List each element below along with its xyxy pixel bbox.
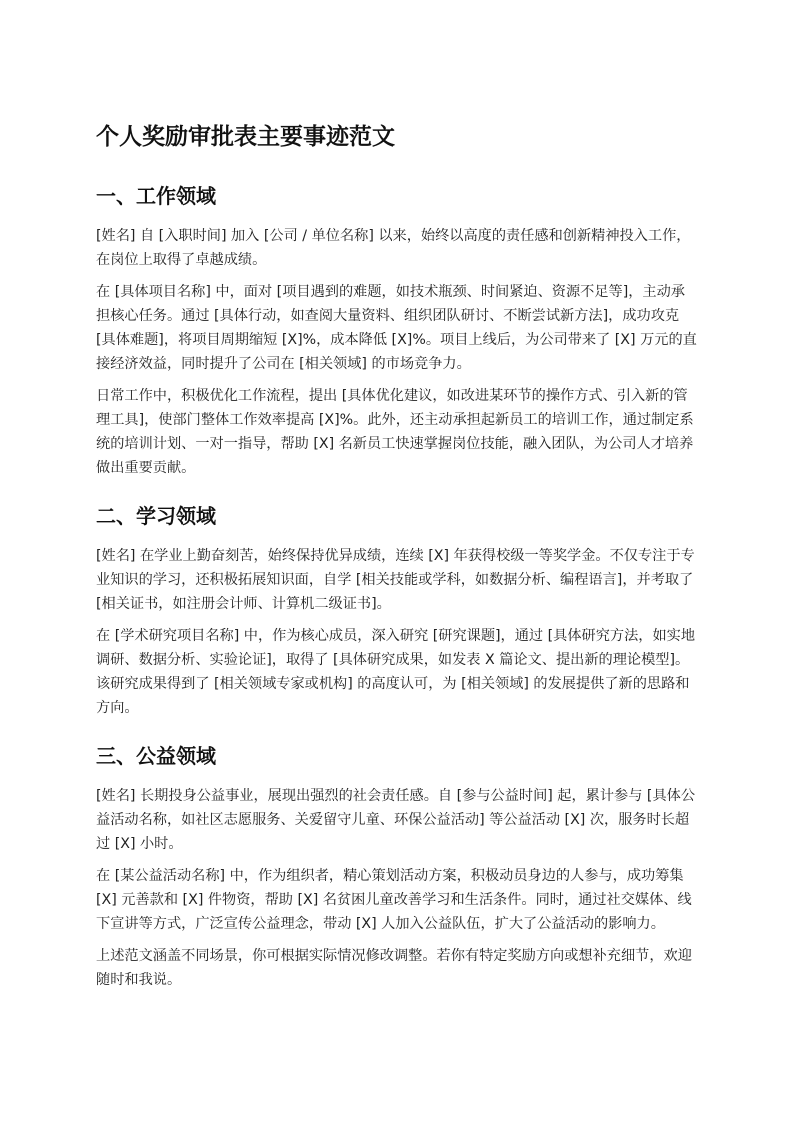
paragraph: 在 [某公益活动名称] 中，作为组织者，精心策划活动方案，积极动员身边的人参与，成功筹集 [X] 元善款和 [X] 件物资，帮助 [X] 名贫困儿童改善学习和生活条件。同时，通过社交媒体、线下宣讲等方式，广泛宣传公益理念，带动 [X] 人加入公益队伍，扩大了公益活动的影响力。 xyxy=(96,868,692,932)
section-heading-work: 一、工作领域 xyxy=(96,184,216,208)
section-study xyxy=(96,500,698,720)
section-heading-charity: 三、公益领域 xyxy=(96,744,216,768)
section-heading-study: 二、学习领域 xyxy=(96,504,216,528)
paragraph: [姓名] 在学业上勤奋刻苦，始终保持优异成绩，连续 [X] 年获得校级一等奖学金。不仅专注于专业知识的学习，还积极拓展知识面，自学 [相关技能或学科，如数据分析、编程语言]，并考取了 [相关证书，如注册会计师、计算机二级证书]。 xyxy=(96,548,695,612)
section-work xyxy=(96,180,698,480)
paragraph: 在 [学术研究项目名称] 中，作为核心成员，深入研究 [研究课题]，通过 [具体研究方法，如实地调研、数据分析、实验论证]，取得了 [具体研究成果，如发表 X 篇论文、提出新的理论模型]。该研究成果得到了 [相关领域专家或机构] 的高度认可，为 [相关领域] 的发展提供了新的思路和方向。 xyxy=(96,628,696,716)
paragraph: [姓名] 自 [入职时间] 加入 [公司 / 单位名称] 以来，始终以高度的责任感和创新精神投入工作，在岗位上取得了卓越成绩。 xyxy=(96,228,691,268)
paragraph: [姓名] 长期投身公益事业，展现出强烈的社会责任感。自 [参与公益时间] 起，累计参与 [具体公益活动名称，如社区志愿服务、关爱留守儿童、环保公益活动] 等公益活动 [X] 次，服务时长超过 [X] 小时。 xyxy=(96,788,696,852)
paragraph: 日常工作中，积极优化工作流程，提出 [具体优化建议，如改进某环节的操作方式、引入新的管理工具]，使部门整体工作效率提高 [X]%。此外，还主动承担起新员工的培训工作，通过制定系统的培训计划、一对一指导，帮助 [X] 名新员工快速掌握岗位技能，融入团队，为公司人才培养做出重要贡献。 xyxy=(96,388,694,476)
closing-note: 上述范文涵盖不同场景，你可根据实际情况修改调整。若你有特定奖励方向或想补充细节，欢迎随时和我说。 xyxy=(96,948,692,988)
document-title: 个人奖励审批表主要事迹范文 xyxy=(96,124,395,150)
paragraph: 在 [具体项目名称] 中，面对 [项目遇到的难题，如技术瓶颈、时间紧迫、资源不足等]，主动承担核心任务。通过 [具体行动，如查阅大量资料、组织团队研讨、不断尝试新方法]，成功攻克 [具体难题]，将项目周期缩短 [X]%，成本降低 [X]%。项目上线后，为公司带来了 [X] 万元的直接经济效益，同时提升了公司在 [相关领域] 的市场竞争力。 xyxy=(96,284,697,372)
section-charity xyxy=(96,740,698,992)
